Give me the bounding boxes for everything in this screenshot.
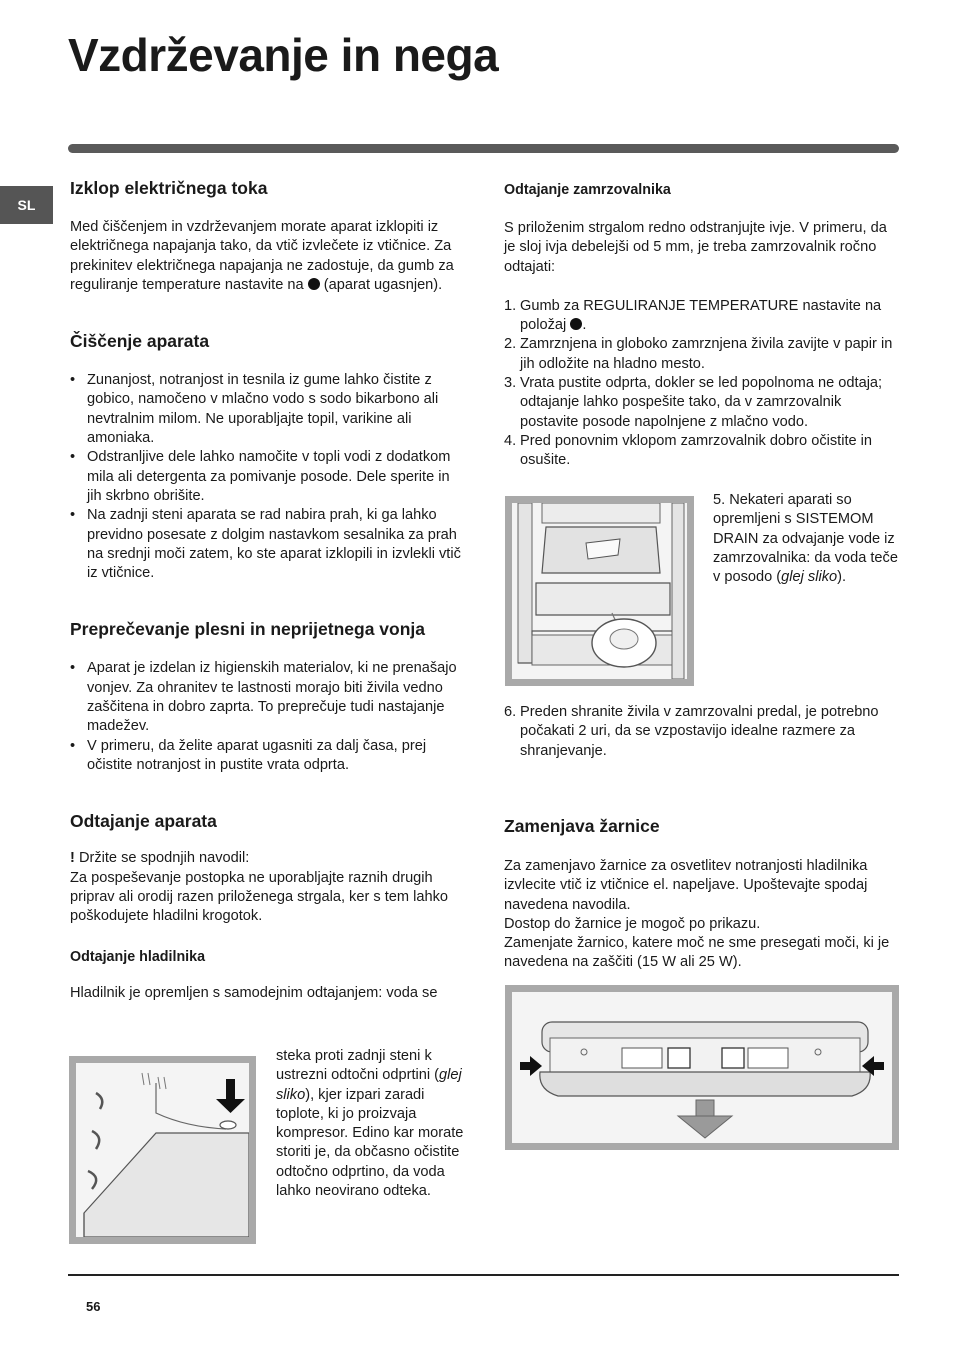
heading-fridge-defrost: Odtajanje hladilnika (70, 949, 206, 966)
list-item: 3. Vrata pustite odprta, dokler se led popolnoma ne odtaja; odtajanje lahko pospešite tako, da v zamrzovalnik postavite posode napolnjene z mlačno vodo. (504, 375, 883, 430)
page-title: Vzdrževanje in nega (68, 29, 499, 81)
fridge-defrost-line: Hladilnik je opremljen s samodejnim odtajanjem: voda se (70, 985, 438, 1002)
defrost-steps (504, 297, 900, 471)
step-5-text: 5. Nekateri aparati so opremljeni s SISTEMOM DRAIN za odvajanje vode iz zamrzovalnika: da voda teče v posodo (glej sliko). (713, 492, 898, 586)
list-item: • Zunanjost, notranjost in tesnila iz gume lahko čistite z gobico, namočeno v mlačno vodo s sodo bikarbono ali nevtralnim milom. Ne uporabljajte topil, varikine ali amoniaka. (70, 371, 465, 448)
heading-bulb-replacement: Zamenjava žarnice (504, 816, 660, 836)
defrost-text: Za pospeševanje postopka ne uporabljajte raznih drugih priprav ali orodij razen priloženega strgala, ker s tem lahko poškodujete hladilni krogotok. (70, 869, 448, 925)
right-column (504, 178, 900, 471)
heading-defrosting: Odtajanje aparata (70, 811, 217, 832)
left-column (70, 178, 465, 1004)
freezer-drain-illustration (505, 496, 694, 686)
filled-circle-icon (308, 278, 320, 290)
bulb-cover-illustration (505, 985, 899, 1150)
list-item: • Odstranljive dele lahko namočite v topli vodi z dodatkom mila ali detergenta za pomivanje posode. Dele sperite in jih skrbno obrišite. (70, 448, 465, 506)
list-item: 4. Pred ponovnim vklopom zamrzovalnik dobro očistite in osušite. (504, 432, 873, 469)
defrost-warning: ! Držite se spodnjih navodil: (70, 850, 250, 867)
bulb-text-2: Dostop do žarnice je mogoč po prikazu. (504, 915, 761, 932)
filled-circle-icon (570, 318, 582, 330)
heading-mold-prevention: Preprečevanje plesni in neprijetnega vonja (70, 619, 425, 640)
freezer-drain-drawing (512, 503, 687, 679)
bulb-text-1: Za zamenjavo žarnice za osvetlitev notranjosti hladilnika izvlecite vtič iz vtičnice el. napeljave. Upoštevajte spodaj navedena navodila. (504, 858, 868, 913)
bulb-text-3: Zamenjate žarnico, katere moč ne sme presegati moči, ki je navedena na zaščiti (15 W ali 25 W). (504, 935, 890, 971)
fridge-drain-drawing (76, 1063, 249, 1237)
step-6 (504, 703, 900, 761)
heading-power-off: Izklop električnega toka (70, 178, 268, 198)
warning-mark: ! (70, 850, 75, 867)
list-item: • V primeru, da želite aparat ugasniti za dalj časa, prej očistite notranjost in pustite vrata odprta. (70, 737, 465, 776)
list-item: 1. Gumb za REGULIRANJE TEMPERATURE nastavite na položaj . (504, 297, 882, 334)
list-item: 6. Preden shranite živila v zamrzovalni predal, je potrebno počakati 2 uri, da se vzpostavijo idealne razmere za shranjevanje. (504, 704, 879, 759)
fridge-defrost-text: steka proti zadnji steni k ustrezni odtočni odprtini (glej sliko), kjer izpari zaradi toplote, ki jo proizvaja kompresor. Edino kar morate storiti je, da občasno očistite odtočno odprtino, da voda lahko neovirano odteka. (276, 1048, 464, 1200)
list-item: • Aparat je izdelan iz higienskih materialov, ki ne prenašajo vonjev. Za ohranitev te lastnosti morajo biti živila vedno zaščitena in dobro zaprta. To preprečuje tudi nastajanje madežev. (70, 659, 465, 736)
bulb-cover-drawing (512, 992, 892, 1143)
heading-freezer-defrost: Odtajanje zamrzovalnika (504, 182, 671, 198)
power-off-text: Med čiščenjem in vzdrževanjem morate aparat izklopiti iz električnega napajanja tako, da vtič izvlečete iz vtičnice. Za prekinitev električnega napajanja ne zadostuje, da gumb za reguliranje temperature nastavite na (aparat ugasnjen). (70, 219, 454, 293)
fridge-drain-illustration (69, 1056, 256, 1244)
list-item: 2. Zamrznjena in globoko zamrznjena živila zavijte v papir in jih odložite na hladno mesto. (504, 336, 893, 372)
bulb-section (504, 816, 900, 973)
bottom-rule (68, 1274, 899, 1276)
cleaning-list (70, 371, 465, 583)
list-item: • Na zadnji steni aparata se rad nabira prah, ki ga lahko previdno posesate z dolgim nastavkom sesalnika za prah na srednji moči zatem, ko ste aparat izklopili in izvlekli vtič iz vtičnice. (70, 506, 465, 583)
mold-list (70, 659, 465, 775)
heading-cleaning: Čiščenje aparata (70, 331, 210, 352)
top-rule (68, 144, 899, 153)
language-tab: SL (0, 186, 53, 224)
freezer-defrost-text: S priloženim strgalom redno odstranjujte ivje. V primeru, da je sloj ivja debelejši od 5 mm, je treba zamrzovalnik ročno odtajati: (504, 220, 887, 275)
page-number: 56 (86, 1299, 101, 1314)
